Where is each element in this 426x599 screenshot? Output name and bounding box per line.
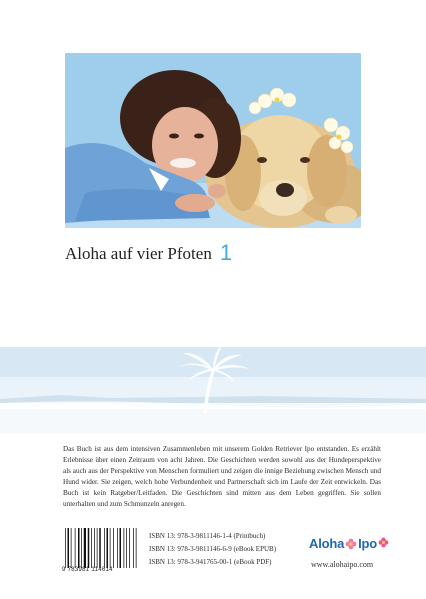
flower-icon [345,538,357,553]
volume-number: 1 [219,240,233,265]
logo-text-ipo: Ipo [358,536,378,551]
isbn-epub: ISBN 13: 978-3-9811146-6-9 (eBook EPUB) [149,545,277,553]
barcode-bar [78,528,80,568]
barcode-bar [88,528,90,568]
barcode-bar [84,528,86,568]
barcode-bar [117,528,118,568]
isbn-list [149,530,309,569]
barcode-bar [91,528,92,568]
publisher-logo [309,536,409,556]
barcode-bar [129,528,130,568]
barcode-icon [64,528,140,568]
barcode-bar [120,528,122,568]
barcode-bar [107,528,109,568]
flower-icon [378,536,389,551]
title-text: Aloha auf vier Pfoten [65,244,212,263]
book-title [65,240,365,266]
barcode-bar [94,528,95,568]
barcode-bar [124,528,125,568]
barcode-bar [136,528,137,568]
barcode-bar [81,528,82,568]
beach-banner [0,347,426,433]
barcode-bar [71,528,72,568]
barcode-bar [126,528,127,568]
barcode-bar [68,528,70,568]
barcode-bar [75,528,76,568]
barcode-bar [113,528,114,568]
barcode-digits: 9 783981 114614 [62,567,113,573]
book-description: Das Buch ist aus dem intensiven Zusammenleben mit unserem Golden Retriever Ipo entstanden. Es erzählt Erlebnisse über einen Zeitraum von acht Jahren. Die Geschichten werden sowohl aus der Hundeperspektive als auch aus der Perspektive von Menschen formuliert und zeigen die innige Beziehung zwischen Mensch und Hund wider. Sie zeigen, welch hohe Verbundenheit und Partnerschaft sich im Laufe der Zeit entwickeln. Das Buch ist kein Ratgeber/Leitfaden. Die Geschichten sind mitten aus dem Leben gegriffen. Sie sollen unterhalten und zum Schmunzeln anregen. [63,445,381,508]
isbn-pdf: ISBN 13: 978-3-941765-00-1 (eBook PDF) [149,558,272,566]
barcode-bar [99,528,101,568]
barcode-bar [104,528,105,568]
isbn-print: ISBN 13: 978-3-9811146-1-4 (Printbuch) [149,532,266,540]
logo-text-aloha: Aloha [309,536,345,551]
barcode-bar [110,528,111,568]
cover-photo [65,53,361,228]
barcode-bar [65,528,66,568]
barcode-bar [97,528,98,568]
website-url: www.alohaipo.com [311,560,374,569]
barcode-bar [133,528,134,568]
